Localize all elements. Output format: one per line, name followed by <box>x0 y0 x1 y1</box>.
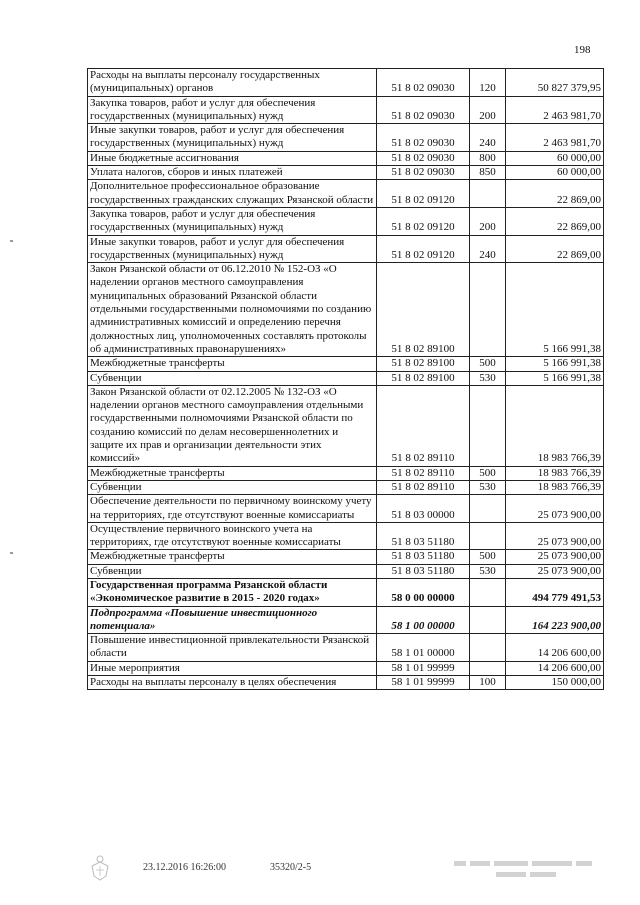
row-name-cell: Субвенции <box>88 371 377 385</box>
row-name-cell: Иные мероприятия <box>88 661 377 675</box>
row-name-cell: Межбюджетные трансферты <box>88 357 377 371</box>
row-code-cell: 51 8 03 51180 <box>377 564 470 578</box>
row-name-cell: Субвенции <box>88 564 377 578</box>
table-row <box>88 385 604 466</box>
row-name-cell: Расходы на выплаты персоналу государственных (муниципальных) органов <box>88 69 377 97</box>
row-expense-type-cell: 100 <box>470 676 506 690</box>
row-name-cell: Обеспечение деятельности по первичному воинскому учету на территориях, где отсутствуют военные комиссариаты <box>88 495 377 523</box>
row-expense-type-cell <box>470 385 506 466</box>
row-code-cell: 51 8 02 09030 <box>377 96 470 124</box>
coat-of-arms-icon <box>86 852 114 882</box>
row-expense-type-cell <box>470 661 506 675</box>
table-row <box>88 151 604 165</box>
row-expense-type-cell: 530 <box>470 371 506 385</box>
row-expense-type-cell: 800 <box>470 151 506 165</box>
row-code-cell: 51 8 02 09120 <box>377 207 470 235</box>
row-amount-cell: 18 983 766,39 <box>506 480 604 494</box>
budget-table-body <box>88 69 604 690</box>
table-row <box>88 550 604 564</box>
row-amount-cell: 2 463 981,70 <box>506 124 604 152</box>
row-expense-type-cell: 500 <box>470 466 506 480</box>
row-code-cell: 51 8 02 09030 <box>377 166 470 180</box>
row-amount-cell: 494 779 491,53 <box>506 578 604 606</box>
row-code-cell: 51 8 03 51180 <box>377 522 470 550</box>
row-name-cell: Межбюджетные трансферты <box>88 550 377 564</box>
page-number: 198 <box>574 44 591 56</box>
row-name-cell: Государственная программа Рязанской области «Экономическое развитие в 2015 - 2020 годах» <box>88 578 377 606</box>
row-name-cell: Иные закупки товаров, работ и услуг для обеспечения государственных (муниципальных) нужд <box>88 235 377 263</box>
row-amount-cell: 18 983 766,39 <box>506 466 604 480</box>
row-code-cell: 51 8 02 89100 <box>377 371 470 385</box>
row-code-cell: 58 1 01 00000 <box>377 634 470 662</box>
table-row <box>88 564 604 578</box>
scan-edge-mark <box>10 552 13 554</box>
table-row <box>88 357 604 371</box>
row-expense-type-cell <box>470 578 506 606</box>
footer-date: 23.12.2016 16:26:00 <box>143 862 227 873</box>
row-amount-cell: 60 000,00 <box>506 166 604 180</box>
row-name-cell: Дополнительное профессиональное образование государственных гражданских служащих Рязанской области <box>88 180 377 208</box>
row-expense-type-cell: 530 <box>470 564 506 578</box>
table-row <box>88 522 604 550</box>
row-expense-type-cell: 240 <box>470 124 506 152</box>
row-amount-cell: 22 869,00 <box>506 180 604 208</box>
row-code-cell: 51 8 02 09030 <box>377 124 470 152</box>
row-expense-type-cell <box>470 495 506 523</box>
row-expense-type-cell <box>470 180 506 208</box>
row-expense-type-cell <box>470 522 506 550</box>
row-code-cell: 58 1 01 99999 <box>377 676 470 690</box>
row-name-cell: Повышение инвестиционной привлекательности Рязанской области <box>88 634 377 662</box>
row-expense-type-cell: 500 <box>470 550 506 564</box>
table-row <box>88 606 604 634</box>
table-row <box>88 495 604 523</box>
row-code-cell: 51 8 02 89100 <box>377 357 470 371</box>
row-amount-cell: 164 223 900,00 <box>506 606 604 634</box>
row-expense-type-cell <box>470 634 506 662</box>
row-amount-cell: 2 463 981,70 <box>506 96 604 124</box>
row-expense-type-cell: 200 <box>470 96 506 124</box>
table-row <box>88 371 604 385</box>
row-name-cell: Уплата налогов, сборов и иных платежей <box>88 166 377 180</box>
table-row <box>88 166 604 180</box>
row-expense-type-cell: 850 <box>470 166 506 180</box>
table-row <box>88 578 604 606</box>
row-code-cell: 51 8 02 09030 <box>377 151 470 165</box>
faint-stamp <box>448 858 598 885</box>
table-row <box>88 207 604 235</box>
row-expense-type-cell <box>470 606 506 634</box>
row-name-cell: Закупка товаров, работ и услуг для обеспечения государственных (муниципальных) нужд <box>88 207 377 235</box>
table-row <box>88 480 604 494</box>
row-code-cell: 51 8 03 00000 <box>377 495 470 523</box>
footer-document-number: 35320/2-5 <box>270 862 312 873</box>
row-name-cell: Осуществление первичного воинского учета на территориях, где отсутствуют военные комиссариаты <box>88 522 377 550</box>
row-expense-type-cell <box>470 263 506 357</box>
row-name-cell: Субвенции <box>88 480 377 494</box>
row-amount-cell: 5 166 991,38 <box>506 357 604 371</box>
row-amount-cell: 50 827 379,95 <box>506 69 604 97</box>
row-name-cell: Подпрограмма «Повышение инвестиционного потенциала» <box>88 606 377 634</box>
row-expense-type-cell: 500 <box>470 357 506 371</box>
row-code-cell: 58 1 00 00000 <box>377 606 470 634</box>
table-row <box>88 96 604 124</box>
row-amount-cell: 25 073 900,00 <box>506 522 604 550</box>
row-amount-cell: 150 000,00 <box>506 676 604 690</box>
row-name-cell: Закупка товаров, работ и услуг для обеспечения государственных (муниципальных) нужд <box>88 96 377 124</box>
row-amount-cell: 14 206 600,00 <box>506 634 604 662</box>
row-amount-cell: 25 073 900,00 <box>506 564 604 578</box>
row-amount-cell: 18 983 766,39 <box>506 385 604 466</box>
row-code-cell: 51 8 02 09120 <box>377 180 470 208</box>
table-row <box>88 263 604 357</box>
row-amount-cell: 25 073 900,00 <box>506 495 604 523</box>
table-row <box>88 69 604 97</box>
table-row <box>88 124 604 152</box>
row-expense-type-cell: 530 <box>470 480 506 494</box>
row-amount-cell: 5 166 991,38 <box>506 263 604 357</box>
row-amount-cell: 22 869,00 <box>506 235 604 263</box>
row-code-cell: 58 1 01 99999 <box>377 661 470 675</box>
table-row <box>88 676 604 690</box>
table-row <box>88 466 604 480</box>
row-code-cell: 51 8 02 89110 <box>377 480 470 494</box>
table-row <box>88 180 604 208</box>
budget-table <box>87 68 604 690</box>
row-code-cell: 58 0 00 00000 <box>377 578 470 606</box>
row-name-cell: Закон Рязанской области от 02.12.2005 № 132-ОЗ «О наделении органов местного самоуправления отдельными государственными полномочиями Рязанской области по созданию комиссий по делам несовершеннолетних и защите их прав и организации деятельности этих комиссий» <box>88 385 377 466</box>
row-name-cell: Расходы на выплаты персоналу в целях обеспечения <box>88 676 377 690</box>
row-amount-cell: 5 166 991,38 <box>506 371 604 385</box>
row-code-cell: 51 8 02 09120 <box>377 235 470 263</box>
row-code-cell: 51 8 02 09030 <box>377 69 470 97</box>
row-amount-cell: 60 000,00 <box>506 151 604 165</box>
row-amount-cell: 14 206 600,00 <box>506 661 604 675</box>
table-row <box>88 634 604 662</box>
row-name-cell: Иные бюджетные ассигнования <box>88 151 377 165</box>
row-expense-type-cell: 240 <box>470 235 506 263</box>
row-amount-cell: 22 869,00 <box>506 207 604 235</box>
row-name-cell: Закон Рязанской области от 06.12.2010 № 152-ОЗ «О наделении органов местного самоуправления муниципальных образований Рязанской области отдельными государственными полномочиями по созданию административных комиссий и определению перечня должностных лиц, уполномоченных составлять протоколы об административных правонарушениях» <box>88 263 377 357</box>
row-code-cell: 51 8 02 89110 <box>377 385 470 466</box>
row-expense-type-cell: 120 <box>470 69 506 97</box>
row-amount-cell: 25 073 900,00 <box>506 550 604 564</box>
row-code-cell: 51 8 02 89100 <box>377 263 470 357</box>
row-name-cell: Иные закупки товаров, работ и услуг для обеспечения государственных (муниципальных) нужд <box>88 124 377 152</box>
row-code-cell: 51 8 03 51180 <box>377 550 470 564</box>
table-row <box>88 235 604 263</box>
row-name-cell: Межбюджетные трансферты <box>88 466 377 480</box>
row-expense-type-cell: 200 <box>470 207 506 235</box>
row-code-cell: 51 8 02 89110 <box>377 466 470 480</box>
scan-edge-mark <box>10 240 13 242</box>
table-row <box>88 661 604 675</box>
